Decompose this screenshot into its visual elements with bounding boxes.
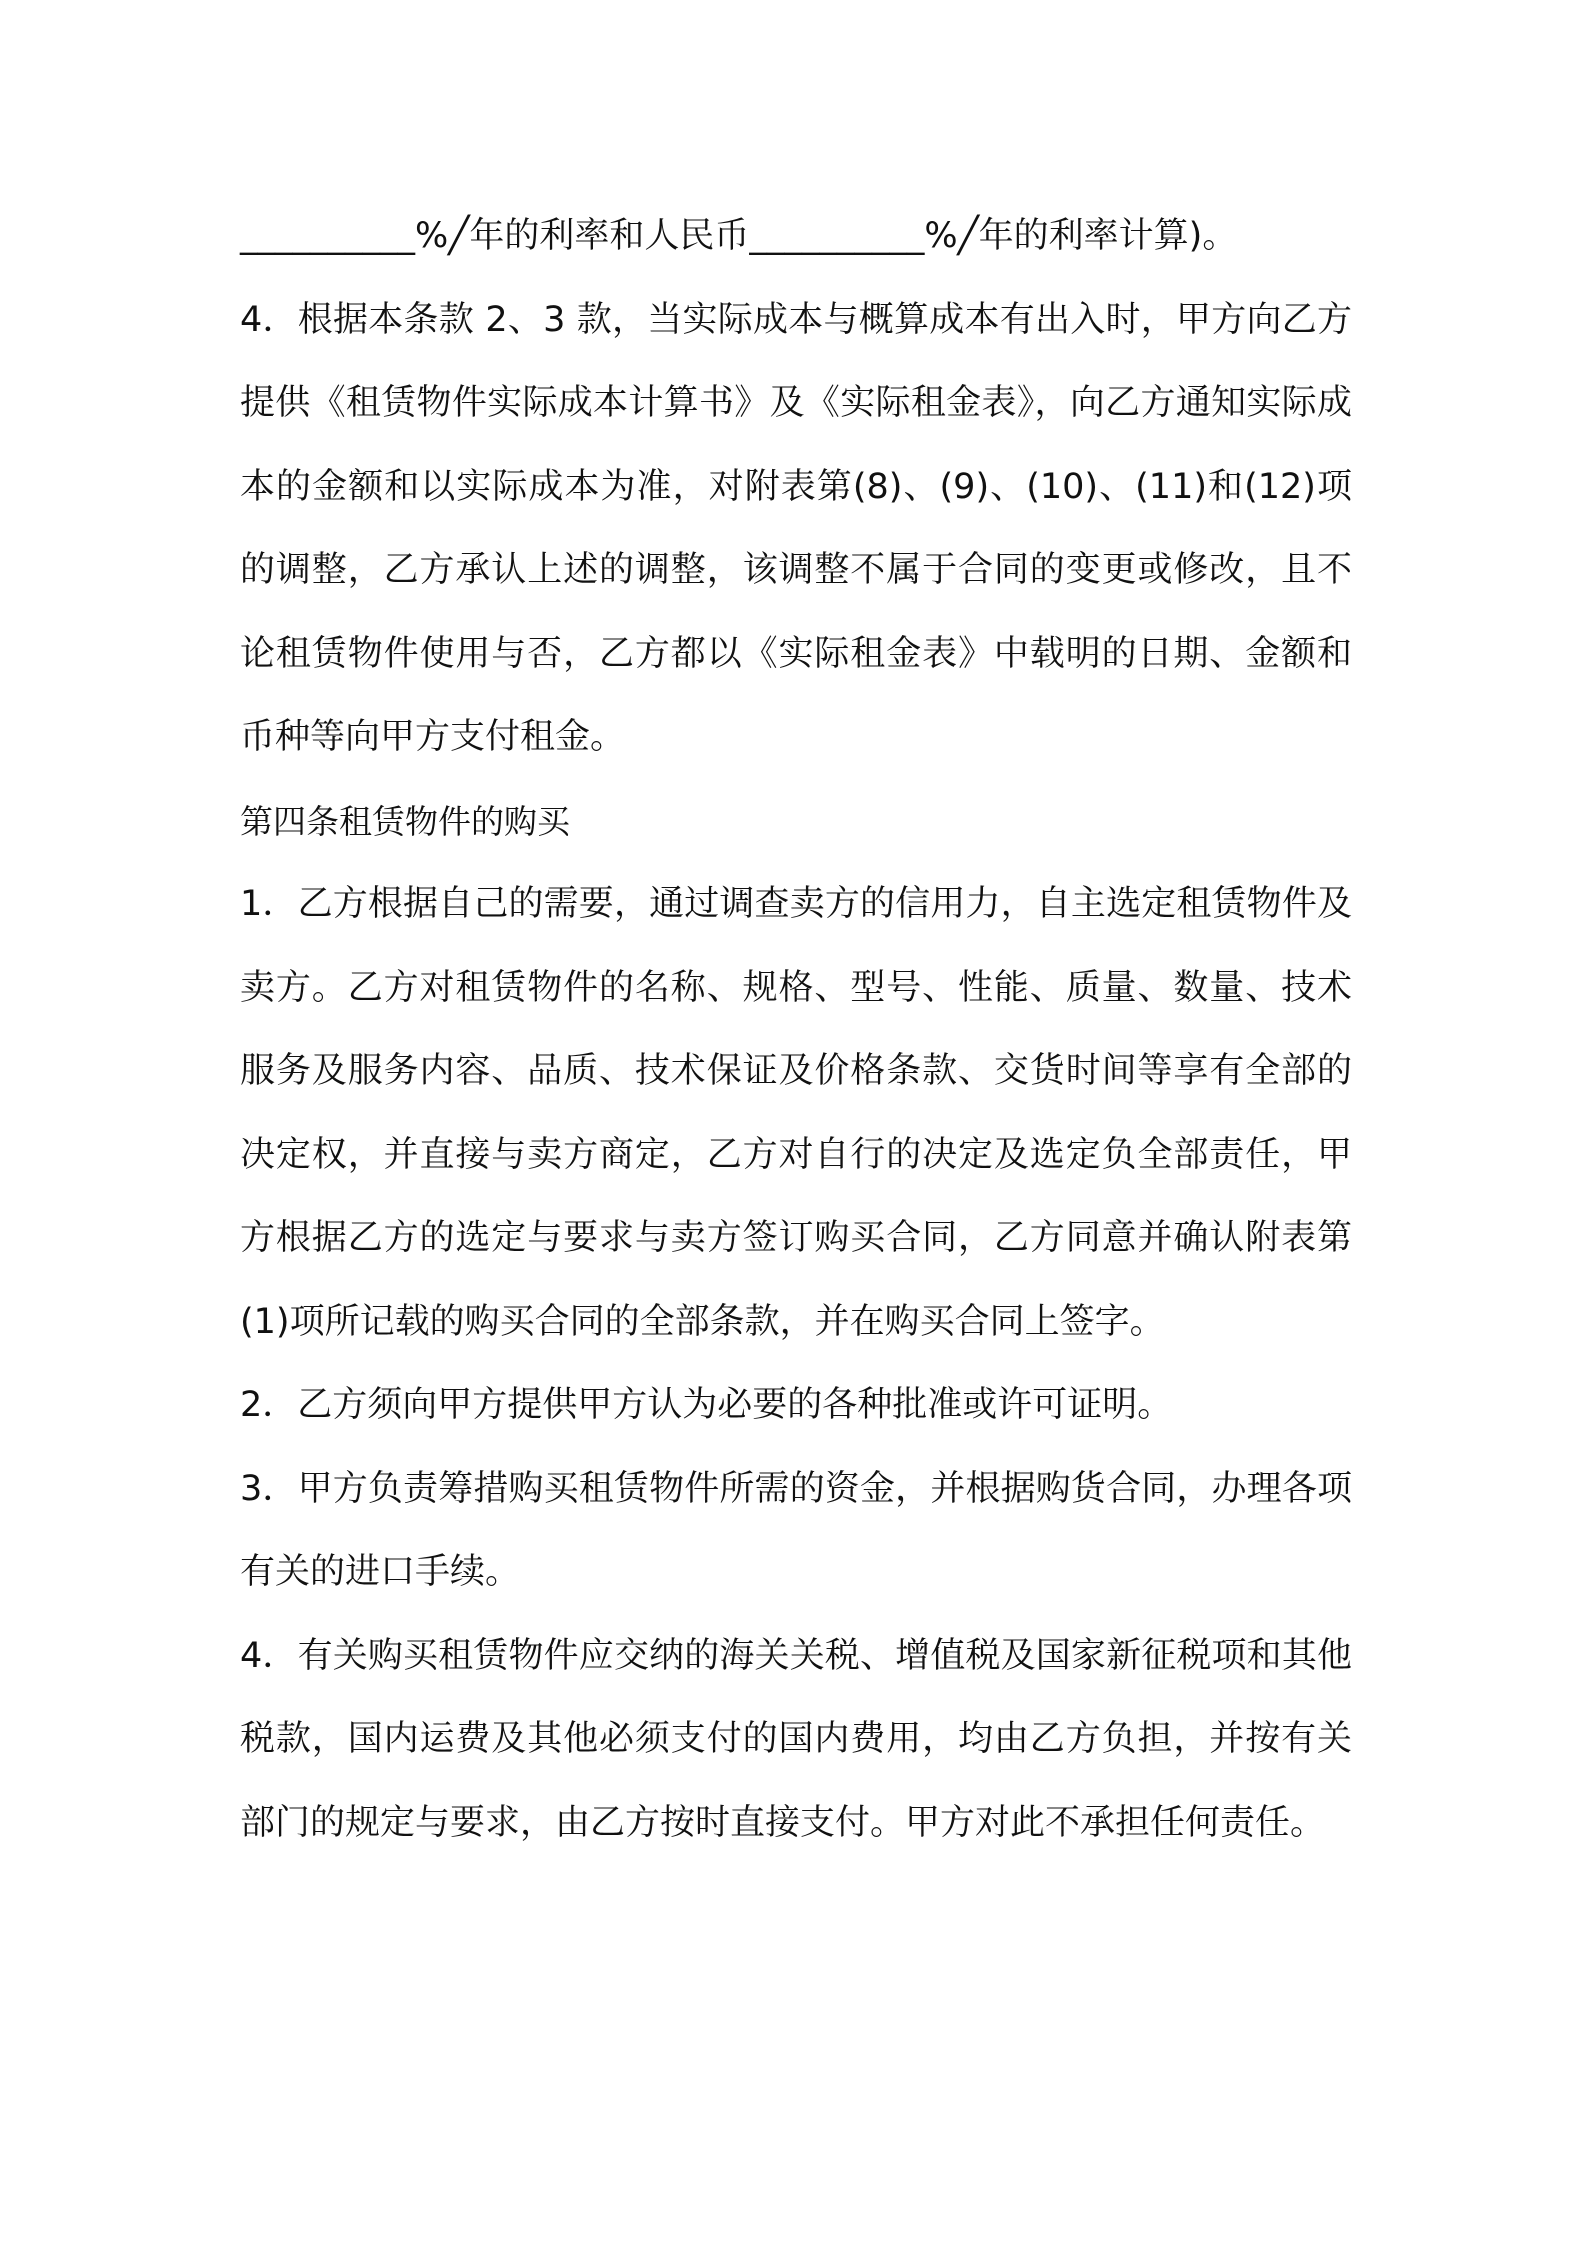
clause-4-item-3: 3．甲方负责筹措购买租赁物件所需的资金，并根据购货合同，办理各项有关的进口手续。 bbox=[240, 1468, 1352, 1592]
article-4-heading: 第四条租赁物件的购买 bbox=[240, 801, 570, 841]
document-body bbox=[240, 195, 1352, 1865]
clause-4-item-2: 2．乙方须向甲方提供甲方认为必要的各种批准或许可证明。 bbox=[240, 1385, 1173, 1425]
clause-4-item-1: 1．乙方根据自己的需要，通过调查卖方的信用力，自主选定租赁物件及卖方。乙方对租赁物件的名称、规格、型号、性能、质量、数量、技术服务及服务内容、品质、技术保证及价格条款、交货时间等享有全部的决定权，并直接与卖方商定，乙方对自行的决定及选定负全部责任，甲方根据乙方的选定与要求与卖方签订购买合同，乙方同意并确认附表第(1)项所记载的购买合同的全部条款，并在购买合同上签字。 bbox=[240, 884, 1352, 1342]
clause-4-item-4: 4．有关购买租赁物件应交纳的海关关税、增值税及国家新征税项和其他税款，国内运费及其他必须支付的国内费用，均由乙方负担，并按有关部门的规定与要求，由乙方按时直接支付。甲方对此不承担任何责任。 bbox=[240, 1635, 1352, 1843]
clause-3-item-4: 4．根据本条款 2、3 款，当实际成本与概算成本有出入时，甲方向乙方提供《租赁物件实际成本计算书》及《实际租金表》，向乙方通知实际成本的金额和以实际成本为准，对附表第(8)、(9)、(10)、(11)和(12)项的调整，乙方承认上述的调整，该调整不属于合同的变更或修改，且不论租赁物件使用与否，乙方都以《实际租金表》中载明的日期、金额和币种等向甲方支付租金。 bbox=[240, 299, 1352, 757]
interest-rate-line: __________%╱年的利率和人民币__________%╱年的利率计算)。 bbox=[240, 216, 1238, 256]
